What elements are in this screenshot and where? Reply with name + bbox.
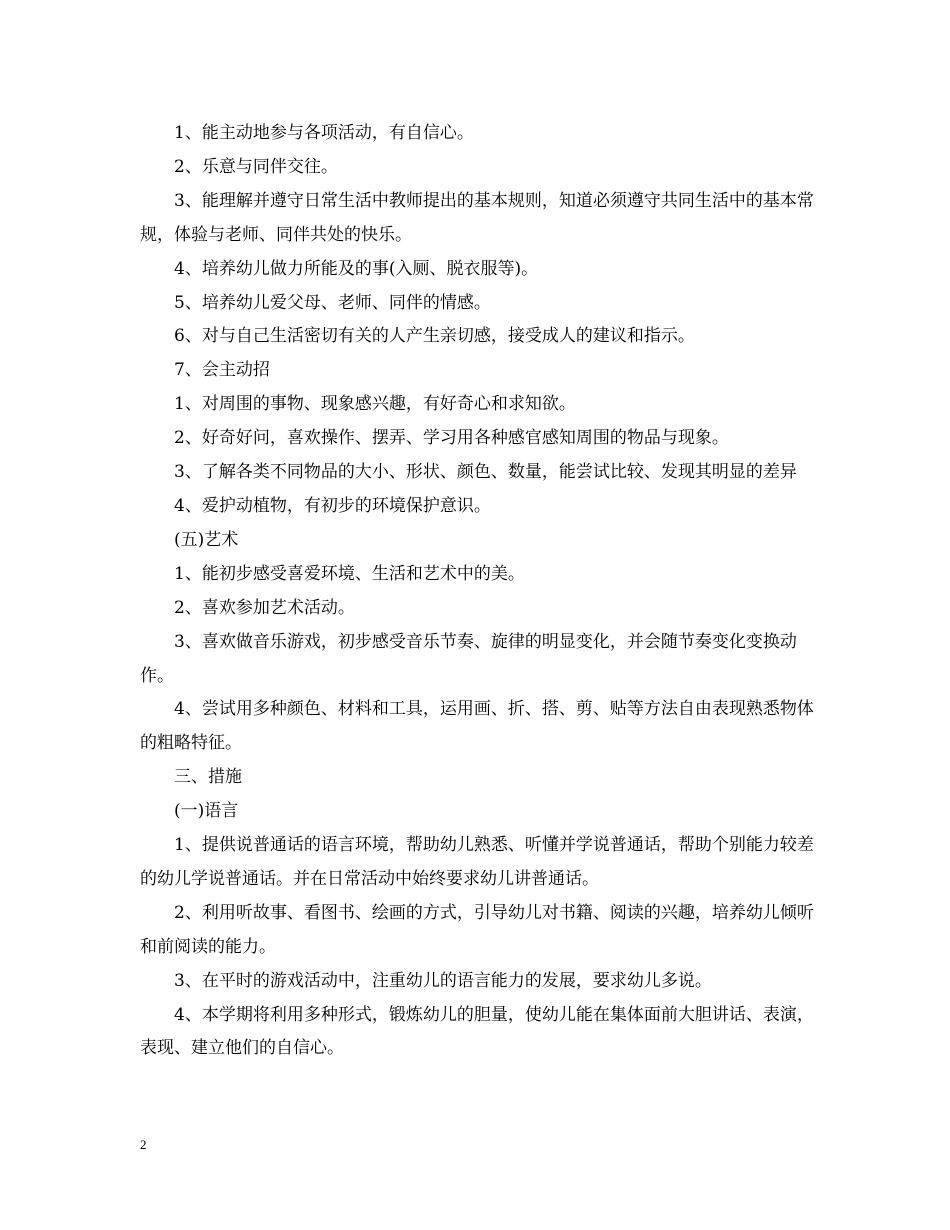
paragraph: 2、喜欢参加艺术活动。	[174, 597, 355, 618]
paragraph: 1、对周围的事物、现象感兴趣，有好奇心和求知欲。	[174, 394, 576, 415]
paragraph: 4、本学期将利用多种形式，锻炼幼儿的胆量，使幼儿能在集体面前大胆讲话、表演，表现、建立他们的自信心。	[140, 1004, 814, 1059]
paragraph: 3、在平时的游戏活动中，注重幼儿的语言能力的发展，要求幼儿多说。	[174, 970, 712, 991]
section-heading: (一)语言	[174, 801, 239, 822]
paragraph: 5、培养幼儿爱父母、老师、同伴的情感。	[174, 292, 491, 313]
paragraph: 6、对与自己生活密切有关的人产生亲切感，接受成人的建议和指示。	[174, 326, 695, 347]
paragraph: 1、提供说普通话的语言环境，帮助幼儿熟悉、听懂并学说普通话，帮助个别能力较差的幼儿学说普通话。并在日常活动中始终要求幼儿讲普通话。	[140, 835, 814, 889]
paragraph: 2、乐意与同伴交往。	[174, 156, 338, 177]
section-heading: 三、措施	[174, 767, 242, 788]
paragraph: 4、爱护动植物，有初步的环境保护意识。	[174, 495, 491, 516]
paragraph: 3、了解各类不同物品的大小、形状、颜色、数量，能尝试比较、发现其明显的差异	[174, 462, 797, 483]
paragraph: 3、能理解并遵守日常生活中教师提出的基本规则，知道必须遵守共同生活中的基本常规，体验与老师、同伴共处的快乐。	[140, 190, 814, 245]
paragraph: 2、好奇好问，喜欢操作、摆弄、学习用各种感官感知周围的物品与现象。	[174, 428, 729, 449]
page-number: 2	[140, 1137, 147, 1152]
paragraph: 4、培养幼儿做力所能及的事(入厕、脱衣服等)。	[174, 258, 539, 279]
section-heading: (五)艺术	[174, 529, 239, 550]
paragraph: 1、能初步感受喜爱环境、生活和艺术中的美。	[174, 563, 525, 584]
paragraph: 4、尝试用多种颜色、材料和工具，运用画、折、搭、剪、贴等方法自由表现熟悉物体的粗略特征。	[140, 699, 814, 754]
paragraph: 1、能主动地参与各项活动，有自信心。	[174, 123, 474, 143]
paragraph: 2、利用听故事、看图书、绘画的方式，引导幼儿对书籍、阅读的兴趣，培养幼儿倾听和前阅读的能力。	[140, 902, 814, 957]
paragraph: 7、会主动招	[174, 360, 270, 381]
paragraph: 3、喜欢做音乐游戏，初步感受音乐节奏、旋律的明显变化，并会随节奏变化变换动作。	[140, 631, 797, 686]
document-body	[140, 117, 830, 1066]
